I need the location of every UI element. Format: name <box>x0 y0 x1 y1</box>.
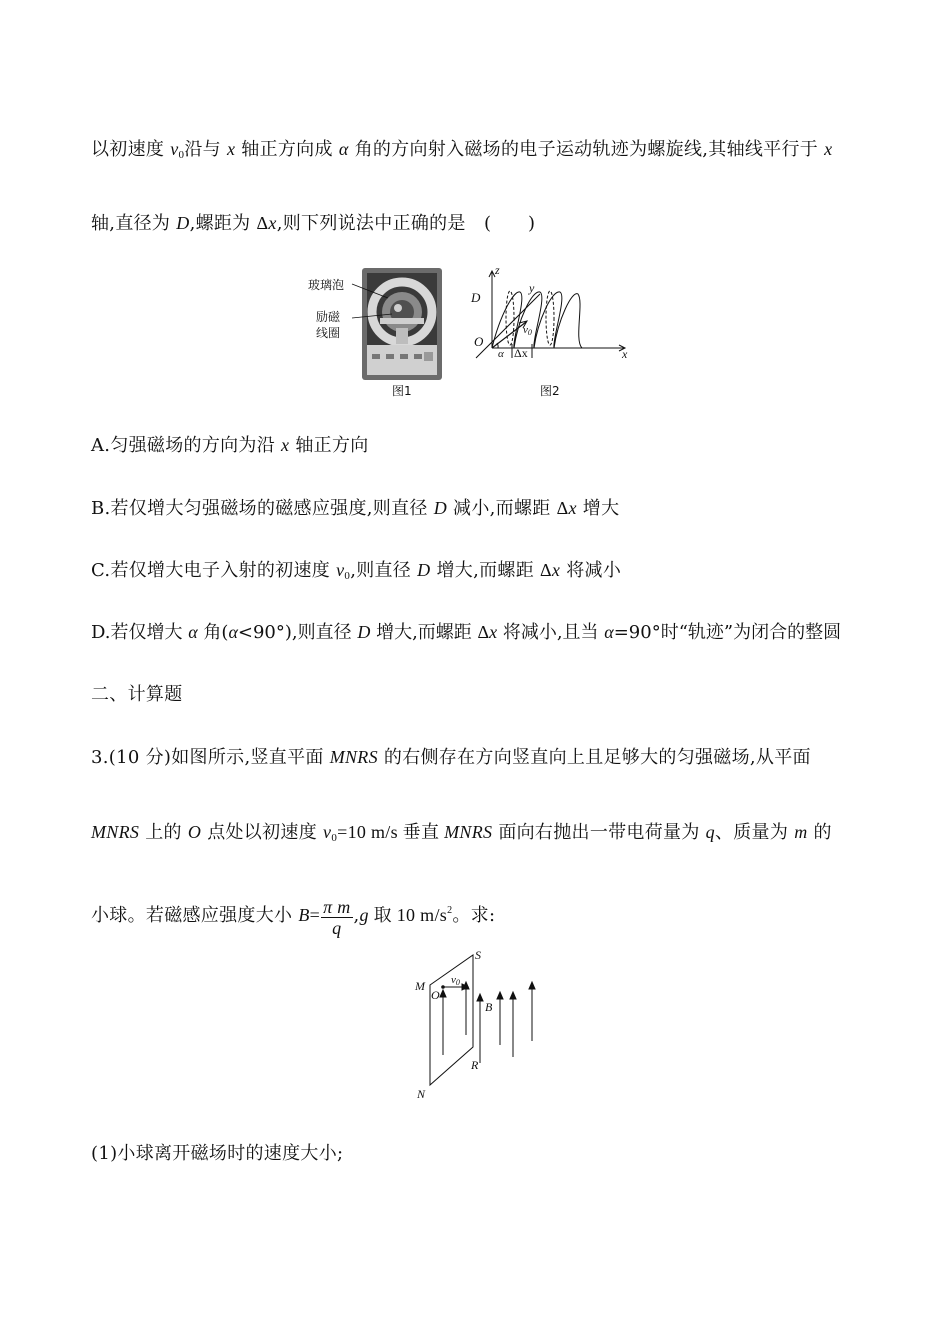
option-c: C.若仅增大电子入射的初速度 $v_0$,则直径 D 增大,而螺距 Δx 将减小 <box>91 560 622 582</box>
figure-electron-beam <box>300 260 640 400</box>
label-S: S <box>475 948 481 962</box>
label-M: M <box>415 979 425 993</box>
helix-diagram <box>476 271 625 358</box>
label-B: B <box>485 1000 493 1014</box>
caption-figure-1: 图1 <box>392 384 412 398</box>
q3-sub-question-1: (1)小球离开磁场时的速度大小; <box>91 1143 344 1164</box>
q3-line-1: 3.(10 分)如图所示,竖直平面 MNRS 的右侧存在方向竖直向上且足够大的匀强磁场,从平面 <box>91 747 811 768</box>
label-z: z <box>495 263 500 277</box>
figure-magnetic-plane <box>405 945 555 1105</box>
label-R: R <box>471 1058 479 1072</box>
label-v0: v0 <box>523 324 532 337</box>
q2-line-1: 以初速度 $v_0$沿与 x 轴正方向成 α 角的方向射入磁场的电子运动轨迹为螺旋线,其轴线平行于 x <box>91 139 833 161</box>
helix-curve <box>492 292 582 348</box>
q3-line-2: MNRS 上的 O 点处以初速度 $v_0=10$ m/s 垂直 MNRS 面向右抛出一带电荷量为 q、质量为 m 的 <box>91 822 832 844</box>
label-glass-bulb: 玻璃泡 <box>308 278 345 292</box>
label-coil-1: 励磁 <box>316 310 341 324</box>
field-lines <box>440 982 535 1063</box>
label-N: N <box>417 1087 426 1101</box>
option-b: B.若仅增大匀强磁场的磁感应强度,则直径 D 减小,而螺距 Δx 增大 <box>91 498 620 519</box>
figure-svg <box>300 260 640 400</box>
q2-line-2: 轴,直径为 D,螺距为 Δx,则下列说法中正确的是 ( ) <box>91 213 536 234</box>
label-coil-2: 线圈 <box>316 326 341 340</box>
fraction-pi-m-over-q: $\frac{\text{π m}}{q}$ <box>323 896 351 938</box>
figure-3-svg <box>405 945 555 1105</box>
q3-line-3: 小球。若磁感应强度大小 B= $\frac{\text{π m}}{q}$ ,g 取 10 $m/s^2$。求: <box>91 896 496 938</box>
caption-figure-2: 图2 <box>540 384 560 398</box>
section-heading: 二、计算题 <box>91 684 183 705</box>
label-v0: v0 <box>451 974 460 987</box>
helix-dashed-2 <box>546 291 554 345</box>
label-delta-x: Δx <box>514 346 528 360</box>
label-y: y <box>529 281 535 295</box>
label-O: O <box>474 334 484 349</box>
label-alpha: α <box>498 348 504 360</box>
option-a: A.匀强磁场的方向为沿 x 轴正方向 <box>91 435 369 456</box>
option-d: D.若仅增大 α 角(α<90°),则直径 D 增大,而螺距 Δx 将减小,且当 α=90°时“轨迹”为闭合的整圆 <box>91 622 842 643</box>
label-D: D <box>471 290 481 305</box>
label-O: O <box>431 988 440 1002</box>
apparatus-photo <box>352 268 442 380</box>
label-x: x <box>622 347 628 361</box>
helix-dashed-1 <box>506 291 514 345</box>
